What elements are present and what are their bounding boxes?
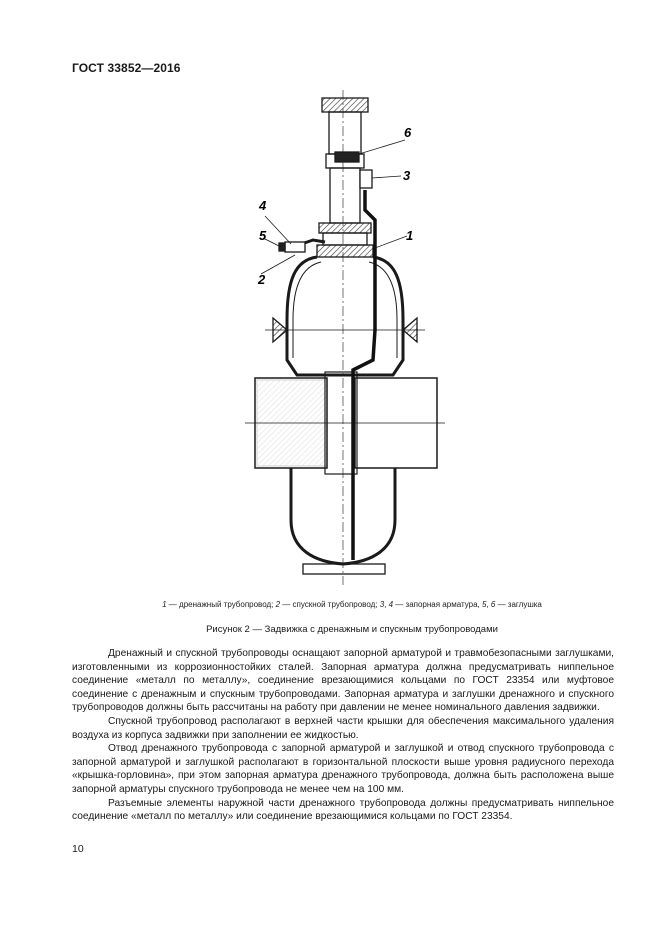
callout-2: 2 bbox=[258, 272, 266, 287]
paragraph: Отвод дренажного трубопровода с запорной арматурой и заглушкой и отвод спускного трубопровода с запорной арматурой и заглушкой располагают в горизонтальной плоскости выше уровня радиусного перехода «крышка-горловина», при этом запорная арматура дренажного трубопровода, должна быть расположена выше запорной арматуры спускного трубопровода не менее чем на 100 мм. bbox=[72, 743, 614, 795]
figure-caption: Рисунок 2 — Задвижка с дренажным и спускным трубопроводами bbox=[206, 624, 498, 635]
document-header: ГОСТ 33852—2016 bbox=[72, 61, 181, 75]
paragraph: Разъемные элементы наружной части дренажного трубопровода должны предусматривать ниппельное соединение «металл по металлу» или соединение врезающимися кольцами по ГОСТ 23354. bbox=[72, 797, 614, 823]
callout-4: 4 bbox=[259, 198, 267, 213]
callout-1: 1 bbox=[406, 228, 414, 243]
callout-5: 5 bbox=[259, 228, 267, 243]
page-number: 10 bbox=[72, 843, 84, 855]
callout-3: 3 bbox=[403, 168, 411, 183]
callout-6: 6 bbox=[404, 125, 412, 140]
paragraph: Дренажный и спускной трубопроводы оснащают запорной арматурой и травмобезопасными заглушками, изготовленными из коррозионностойких сталей. Запорная арматура должна предусматривать ниппельное соединение «металл по металлу», соединение врезающимися кольцами по ГОСТ 23354 или муфтовое соединение с дренажным и спускным трубопроводами. Запорная арматура и заглушки дренажного и спускного трубопроводов должны быть рассчитаны на работу при давлении не менее номинального давления задвижки. bbox=[72, 648, 614, 714]
body-text bbox=[72, 647, 614, 824]
gate-valve-drawing bbox=[225, 90, 460, 585]
paragraph: Спускной трубопровод располагают в верхней части крышки для обеспечения максимального удаления воздуха из корпуса задвижки при заполнении ее жидкостью. bbox=[72, 715, 614, 741]
figure-legend: 1 — дренажный трубопровод; 2 — спускной трубопровод; 3, 4 — запорная арматура, 5, 6 — заглушка bbox=[162, 600, 542, 609]
